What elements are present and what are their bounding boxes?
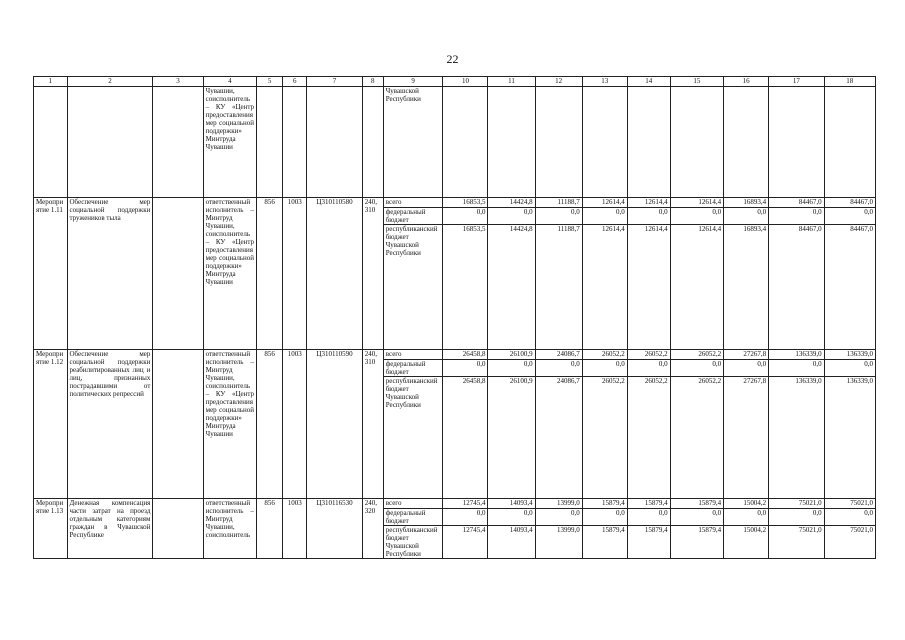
funding-value: 15879,4 xyxy=(627,526,670,559)
funding-value: 16853,5 xyxy=(443,225,488,350)
funding-value: 14093,4 xyxy=(488,499,535,509)
funding-value: 14424,8 xyxy=(488,225,535,350)
funding-value: 11188,7 xyxy=(535,198,582,208)
column-number-12: 12 xyxy=(535,77,582,87)
funding-value: 16893,4 xyxy=(724,198,769,208)
funding-value: 12745,4 xyxy=(443,499,488,509)
funding-value: 11188,7 xyxy=(535,225,582,350)
funding-value: 27267,8 xyxy=(724,377,769,499)
measure-rzpr: 1003 xyxy=(283,198,307,350)
funding-value: 15879,4 xyxy=(582,499,627,509)
funding-value: 26100,9 xyxy=(488,350,535,360)
funding-source: федеральный бюджет xyxy=(383,360,443,377)
column-number-16: 16 xyxy=(724,77,769,87)
funding-value: 75021,0 xyxy=(769,499,825,509)
funding-value: 0,0 xyxy=(443,360,488,377)
measure-id: Мероприятие 1.12 xyxy=(34,350,68,499)
funding-value: 0,0 xyxy=(769,208,825,225)
funding-value: 0,0 xyxy=(724,509,769,526)
funding-value: 26052,2 xyxy=(670,350,723,360)
funding-value: 136339,0 xyxy=(824,377,875,499)
budget-table xyxy=(33,76,876,559)
funding-source: республиканский бюджет Чувашской Республики xyxy=(383,225,443,350)
funding-value: 14424,8 xyxy=(488,198,535,208)
column-number-13: 13 xyxy=(582,77,627,87)
funding-value: 136339,0 xyxy=(769,377,825,499)
funding-value: 13999,0 xyxy=(535,499,582,509)
measure-id: Мероприятие 1.13 xyxy=(34,499,68,559)
measure-col3 xyxy=(153,350,203,499)
measure-rzpr: 1003 xyxy=(283,499,307,559)
column-number-2: 2 xyxy=(67,77,153,87)
measure-name: Обеспечение мер социальной поддержки реабилитированных лиц и лиц, признанных пострадавшими от политических репрессий xyxy=(67,350,153,499)
column-number-10: 10 xyxy=(443,77,488,87)
funding-value: 26052,2 xyxy=(627,350,670,360)
funding-value: 0,0 xyxy=(824,360,875,377)
measure-csr: Ц310116530 xyxy=(307,499,363,559)
column-number-8: 8 xyxy=(362,77,383,87)
funding-value: 24086,7 xyxy=(535,377,582,499)
funding-value: 0,0 xyxy=(488,509,535,526)
funding-value: 0,0 xyxy=(824,509,875,526)
measure-rzpr: 1003 xyxy=(283,350,307,499)
funding-value: 12614,4 xyxy=(670,198,723,208)
funding-value: 0,0 xyxy=(443,509,488,526)
funding-source: всего xyxy=(383,350,443,360)
column-number-14: 14 xyxy=(627,77,670,87)
measure-id: Мероприятие 1.11 xyxy=(34,198,68,350)
funding-value: 27267,8 xyxy=(724,350,769,360)
funding-value: 0,0 xyxy=(769,360,825,377)
funding-value: 0,0 xyxy=(724,208,769,225)
measure-name: Обеспечение мер социальной поддержки тружеников тыла xyxy=(67,198,153,350)
funding-value: 15879,4 xyxy=(627,499,670,509)
funding-value: 14093,4 xyxy=(488,526,535,559)
funding-source: республиканский бюджет Чувашской Республики xyxy=(383,526,443,559)
funding-source: всего xyxy=(383,499,443,509)
funding-value: 0,0 xyxy=(769,509,825,526)
funding-value: 12745,4 xyxy=(443,526,488,559)
continuation-row xyxy=(34,87,876,198)
column-number-18: 18 xyxy=(824,77,875,87)
funding-value: 16853,5 xyxy=(443,198,488,208)
funding-value: 12614,4 xyxy=(582,198,627,208)
funding-value: 84467,0 xyxy=(769,225,825,350)
measure-row xyxy=(34,198,876,208)
measure-executor: ответственный исполнитель – Минтруд Чувашии, соисполнитель – КУ «Центр предоставления мер социальной поддержки» Минтруда Чувашии xyxy=(203,350,256,499)
column-number-11: 11 xyxy=(488,77,535,87)
measure-col3 xyxy=(153,499,203,559)
measure-grbs: 856 xyxy=(257,350,283,499)
funding-value: 75021,0 xyxy=(824,499,875,509)
funding-value: 136339,0 xyxy=(824,350,875,360)
measure-vr: 240, 310 xyxy=(362,198,383,350)
funding-value: 15879,4 xyxy=(670,499,723,509)
funding-value: 24086,7 xyxy=(535,350,582,360)
column-number-7: 7 xyxy=(307,77,363,87)
measure-row xyxy=(34,350,876,360)
measure-vr: 240, 320 xyxy=(362,499,383,559)
column-number-5: 5 xyxy=(257,77,283,87)
funding-source: федеральный бюджет xyxy=(383,509,443,526)
continuation-source: Чувашской Республики xyxy=(383,87,443,198)
funding-value: 13999,0 xyxy=(535,526,582,559)
measure-row xyxy=(34,499,876,509)
funding-value: 84467,0 xyxy=(824,198,875,208)
funding-value: 26052,2 xyxy=(582,377,627,499)
funding-value: 0,0 xyxy=(535,360,582,377)
measure-executor: ответственный исполнитель – Минтруд Чувашии, соисполнитель xyxy=(203,499,256,559)
funding-value: 0,0 xyxy=(443,208,488,225)
funding-value: 0,0 xyxy=(488,208,535,225)
funding-source: всего xyxy=(383,198,443,208)
funding-value: 12614,4 xyxy=(627,198,670,208)
funding-value: 75021,0 xyxy=(769,526,825,559)
funding-value: 0,0 xyxy=(627,509,670,526)
funding-value: 26458,8 xyxy=(443,350,488,360)
column-number-6: 6 xyxy=(283,77,307,87)
funding-source: федеральный бюджет xyxy=(383,208,443,225)
funding-value: 15004,2 xyxy=(724,499,769,509)
funding-value: 26052,2 xyxy=(627,377,670,499)
funding-value: 0,0 xyxy=(670,208,723,225)
funding-value: 75021,0 xyxy=(824,526,875,559)
page-number: 22 xyxy=(446,52,459,66)
funding-value: 0,0 xyxy=(670,360,723,377)
funding-value: 15879,4 xyxy=(582,526,627,559)
funding-value: 84467,0 xyxy=(824,225,875,350)
funding-value: 0,0 xyxy=(670,509,723,526)
column-number-1: 1 xyxy=(34,77,68,87)
measure-csr: Ц310110580 xyxy=(307,198,363,350)
measure-executor: ответственный исполнитель – Минтруд Чувашии, соисполнитель – КУ «Центр предоставления мер социальной поддержки» Минтруда Чувашии xyxy=(203,198,256,350)
continuation-executor: Чувашии, соисполнитель – КУ «Центр предоставления мер социальной поддержки» Минтруда Чувашии xyxy=(203,87,256,198)
funding-value: 0,0 xyxy=(824,208,875,225)
column-number-15: 15 xyxy=(670,77,723,87)
funding-source: республиканский бюджет Чувашской Республики xyxy=(383,377,443,499)
column-number-3: 3 xyxy=(153,77,203,87)
measure-grbs: 856 xyxy=(257,499,283,559)
funding-value: 0,0 xyxy=(535,509,582,526)
measure-col3 xyxy=(153,198,203,350)
measure-grbs: 856 xyxy=(257,198,283,350)
funding-value: 0,0 xyxy=(724,360,769,377)
column-number-17: 17 xyxy=(769,77,825,87)
column-number-9: 9 xyxy=(383,77,443,87)
funding-value: 12614,4 xyxy=(670,225,723,350)
funding-value: 15879,4 xyxy=(670,526,723,559)
funding-value: 0,0 xyxy=(627,360,670,377)
funding-value: 0,0 xyxy=(488,360,535,377)
funding-value: 26052,2 xyxy=(670,377,723,499)
column-number-4: 4 xyxy=(203,77,256,87)
funding-value: 0,0 xyxy=(535,208,582,225)
funding-value: 0,0 xyxy=(627,208,670,225)
funding-value: 136339,0 xyxy=(769,350,825,360)
funding-value: 0,0 xyxy=(582,509,627,526)
measure-csr: Ц310110590 xyxy=(307,350,363,499)
column-number-header xyxy=(34,77,876,87)
funding-value: 26458,8 xyxy=(443,377,488,499)
funding-value: 0,0 xyxy=(582,208,627,225)
funding-value: 12614,4 xyxy=(582,225,627,350)
funding-value: 0,0 xyxy=(582,360,627,377)
funding-value: 16893,4 xyxy=(724,225,769,350)
funding-value: 12614,4 xyxy=(627,225,670,350)
funding-value: 84467,0 xyxy=(769,198,825,208)
funding-value: 26052,2 xyxy=(582,350,627,360)
funding-value: 15004,2 xyxy=(724,526,769,559)
measure-name: Денежная компенсация части затрат на проезд отдельным категориям граждан в Чувашской Республике xyxy=(67,499,153,559)
funding-value: 26100,9 xyxy=(488,377,535,499)
measure-vr: 240, 310 xyxy=(362,350,383,499)
